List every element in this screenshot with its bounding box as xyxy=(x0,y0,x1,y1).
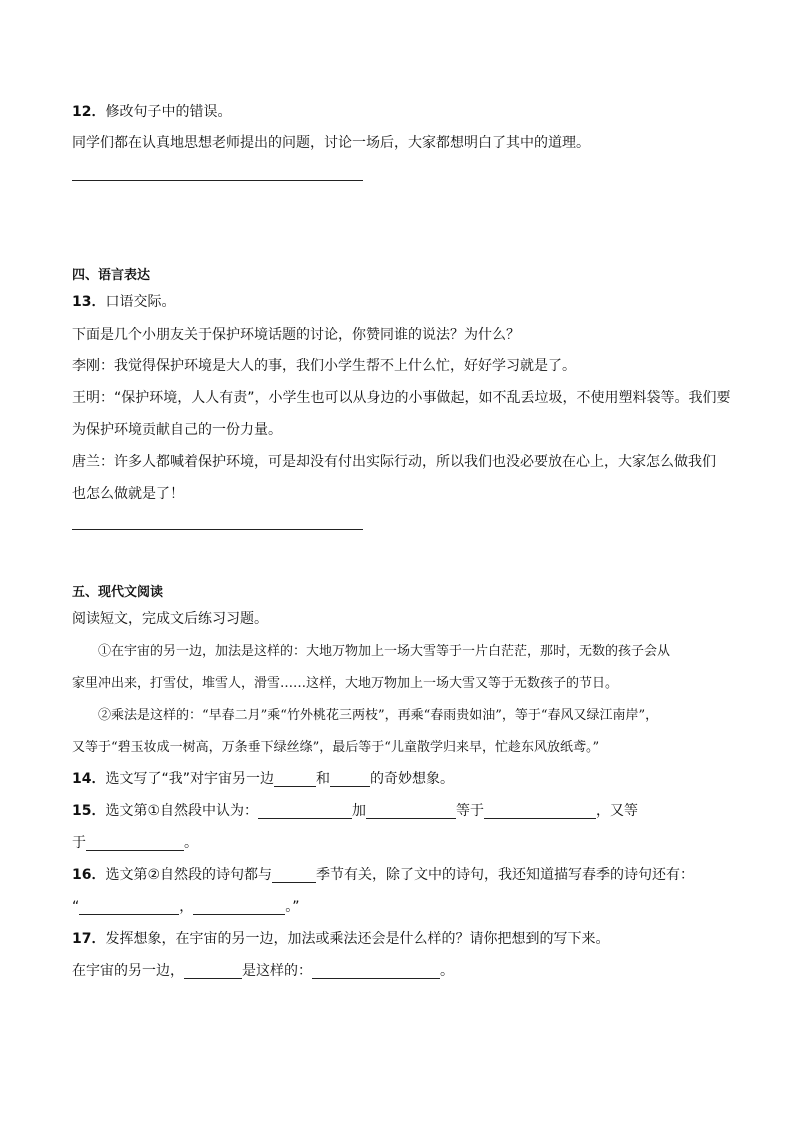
q14-blank-2[interactable] xyxy=(330,770,370,787)
passage-p1-line2: 家里冲出来，打雪仗，堆雪人，滑雪……这样，大地万物加上一场大雪又等于无数孩子的节日。 xyxy=(72,676,619,691)
q16-blank-3[interactable] xyxy=(193,898,285,915)
q15-line2 xyxy=(72,833,198,853)
q15-line1 xyxy=(72,801,638,821)
q13-ligang: 李刚：我觉得保护环境是大人的事，我们小学生帮不上什么忙，好好学习就是了。 xyxy=(72,358,576,374)
q12-answer-line[interactable] xyxy=(72,180,363,181)
q13-wangming-2: 为保护环境贡献自己的一份力量。 xyxy=(72,422,282,438)
passage-p2-line1: ②乘法是这样的：“早春二月”乘“竹外桃花三两枝”，再乘“春雨贵如油”，等于“春风又绿江南岸”， xyxy=(98,708,659,723)
q16-text-c: “ xyxy=(72,899,80,915)
q15-text-c: 等于 xyxy=(456,803,485,819)
q14-text-c: 的奇妙想象。 xyxy=(370,771,454,787)
section5-heading: 五、现代文阅读 xyxy=(72,585,164,600)
q17-text-a: 在宇宙的另一边， xyxy=(72,963,184,979)
q15-blank-4[interactable] xyxy=(86,834,184,851)
q16-text-d: ， xyxy=(179,899,194,915)
q16-line1 xyxy=(72,865,694,885)
q13-tanglan-1: 唐兰：许多人都喊着保护环境，可是却没有付出实际行动，所以我们也没必要放在心上，大家怎么做我们 xyxy=(72,454,716,470)
section4-heading: 四、语言表达 xyxy=(72,268,151,283)
q14-text-b: 和 xyxy=(316,771,330,787)
q16-text-e: 。” xyxy=(285,899,300,915)
q17-text-b: 是这样的： xyxy=(242,963,312,979)
q13-tanglan-2: 也怎么做就是了！ xyxy=(72,486,184,502)
q17-answer xyxy=(72,961,454,981)
q15-text-b: 加 xyxy=(352,803,367,819)
q17-title: 17．发挥想象，在宇宙的另一边，加法或乘法还会是什么样的？请你把想到的写下来。 xyxy=(72,931,610,947)
q16-line2 xyxy=(72,897,300,917)
q17-blank-2[interactable] xyxy=(312,962,440,979)
passage-p1-line1: ①在宇宙的另一边，加法是这样的：大地万物加上一场大雪等于一片白茫茫，那时，无数的孩子会从 xyxy=(98,644,671,659)
q15-blank-2[interactable] xyxy=(366,802,456,819)
q17-blank-1[interactable] xyxy=(184,962,242,979)
passage-p2-line2: 又等于“碧玉妆成一树高，万条垂下绿丝绦”，最后等于“儿童散学归来早，忙趁东风放纸鸢。” xyxy=(72,740,600,755)
q13-wangming-1: 王明：“保护环境，人人有责”，小学生也可以从身边的小事做起，如不乱丢垃圾，不使用塑料袋等。我们要 xyxy=(72,390,731,406)
q15-text-a: 15．选文第①自然段中认为： xyxy=(72,803,259,819)
q17-text-c: 。 xyxy=(440,963,454,979)
q12-sentence: 同学们都在认真地思想老师提出的问题，讨论一场后，大家都想明白了其中的道理。 xyxy=(72,135,590,151)
q16-blank-1[interactable] xyxy=(272,866,316,883)
q13-prompt: 下面是几个小朋友关于保护环境话题的讨论，你赞同谁的说法？为什么？ xyxy=(72,327,520,343)
section5-instruction: 阅读短文，完成文后练习习题。 xyxy=(72,611,268,627)
q14-text-a: 14．选文写了“我”对宇宙另一边 xyxy=(72,771,274,787)
q15-text-e: 于 xyxy=(72,835,86,851)
q14-blank-1[interactable] xyxy=(274,770,316,787)
q16-blank-2[interactable] xyxy=(79,898,179,915)
q16-text-b: 季节有关，除了文中的诗句，我还知道描写春季的诗句还有： xyxy=(316,867,695,883)
q15-blank-3[interactable] xyxy=(484,802,596,819)
q15-text-f: 。 xyxy=(184,835,198,851)
q13-answer-line[interactable] xyxy=(72,529,363,530)
q12-title: 12．修改句子中的错误。 xyxy=(72,104,232,120)
q15-blank-1[interactable] xyxy=(258,802,352,819)
q16-text-a: 16．选文第②自然段的诗句都与 xyxy=(72,867,273,883)
q14 xyxy=(72,769,454,789)
q15-text-d: ，又等 xyxy=(596,803,639,819)
q13-title: 13．口语交际。 xyxy=(72,294,176,310)
